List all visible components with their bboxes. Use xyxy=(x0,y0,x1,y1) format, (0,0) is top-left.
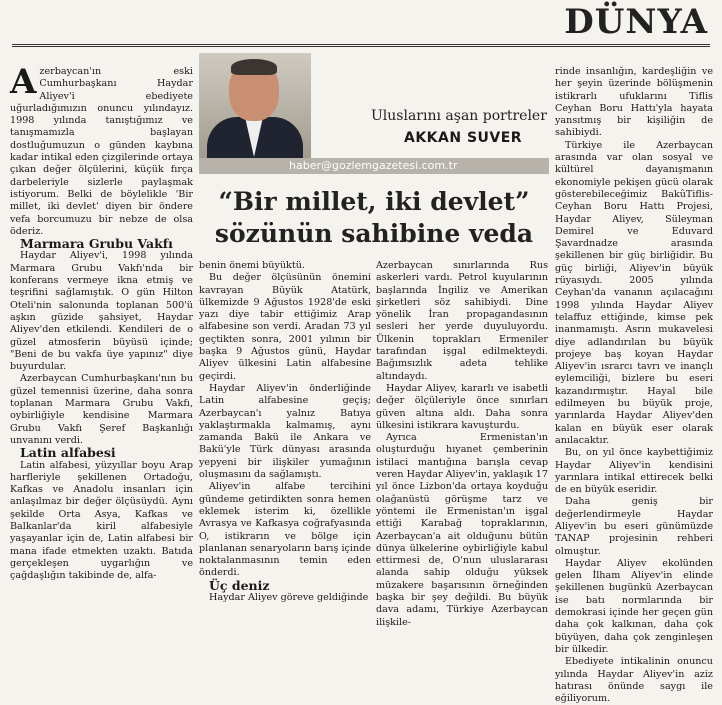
drop-cap: A xyxy=(10,62,37,102)
paragraph: Daha geniş bir değerlendirmeyle Haydar Aliyev'in bu eseri günümüzde TANAP projesinin rehberi olmuştur. xyxy=(555,496,713,557)
author-name: AKKAN SUVER xyxy=(404,130,523,146)
subheading: Latin alfabesi xyxy=(20,445,116,461)
headline-line-1: “Bir millet, iki devlet” xyxy=(218,187,530,216)
author-email: haber@gozlemgazetesi.com.tr xyxy=(289,159,458,172)
series-title: Uluslarını aşan portreler xyxy=(371,108,547,124)
paragraph: Haydar Aliyev'i, 1998 yılında Marmara Grubu Vakfı'nda bir konferans vermeye ikna etmiş ve teşrifini sağlamıştık. O gün Hilton Oteli'nin salonunda toplanan 500'ü aşkın güzide şahsiyet, Haydar Aliyev'den etkilendi. Kendileri de o güzel atmosferin büyüsü içinde; "Beni de bu vakfa üye yapınız" diye buyurdular. xyxy=(10,250,193,373)
paragraph: Haydar Aliyev göreve geldiğinde xyxy=(209,592,369,604)
paragraph: Azerbaycan Cumhurbaşkanı'nın bu güzel temennisi üzerine, daha sonra toplanan Marmara Grubu Vakfı, oybirliğiyle kendisine Marmara Grubu Vakfı Şeref Başkanlığı unvanını verdi. xyxy=(10,373,193,446)
paragraph: Türkiye ile Azerbaycan arasında var olan sosyal ve kültürel dayanışmanın ekonomiyle pekişen gücü olarak gösterebileceğimiz BakûTiflis-Ceyhan Boru Hattı Projesi, Haydar Aliyev, Süleyman Demirel ve Eduvard Şavardnadze arasında şekillenen bir güç birliğidir. Bu güç birliği, Aliyev'in büyük rüyasıydı. 2005 yılında Ceyhan'da vananın açılacağını 1998 yılında Haydar Aliyev telaffuz ettiğinde, kimse pek inanmamıştı. Asrın mukavelesi diye adlandırılan bu büyük projeye baş koyan Haydar Aliyev'in ısrarcı tavrı ve inançlı eylemciliği, bizlere bu eseri kazandırmıştır. Hayal bile edilmeyen bu büyük proje, yarınlarda Haydar Aliyev'den kalan en büyük eser olarak anılacaktır. xyxy=(555,139,713,446)
column-1 xyxy=(10,62,193,582)
headline-line-2: sözünün sahibine veda xyxy=(214,219,534,248)
paragraph: Bu, on yıl önce kaybettiğimiz Haydar Aliyev'in kendisini yarınlara intikal ettirecek belki de en büyük eseridir. xyxy=(555,447,713,496)
paragraph: Azerbaycan sınırlarında Rus askerleri vardı. Petrol kuyularının başlarında İngiliz ve Amerikan şirketleri söz sahibiydi. Dine yönelik İran propagandasının sesleri her yerde duyuluyordu. Ülkenin toprakları Ermeniler tarafından işgal edilmekteydi. Bağımsızlık adeta tehlike altındaydı. xyxy=(376,260,548,382)
paragraph: Haydar Aliyev, kararlı ve isabetli değer ölçüleriyle önce sınırları güven altına aldı. Daha sonra ülkesini istikrara kavuşturdu. xyxy=(376,382,548,431)
subheading: Üç deniz xyxy=(209,577,270,593)
paragraph: Bu değer ölçüsünün önemini kavrayan Büyük Atatürk, ülkemizde 9 Ağustos 1928'de eski yazı diye tabir ettiğimiz Arap alfabesine son verdi. Aradan 73 yıl geçtikten sonra, 2001 yılının bir başka 9 Ağustos günü, Haydar Aliyev ülkesini Latin alfabesine geçirdi. xyxy=(199,272,371,382)
paragraph: Haydar Aliyev ekolünden gelen İlham Aliyev'in elinde şekillenen bugünkü Azerbaycan ise batı normlarında bir demokrasi içinde her geçen gün daha çok kalkınan, daha çok büyüyen, daha çok zenginleşen bir ülkedir. xyxy=(555,557,713,655)
section-title: DÜNYA xyxy=(564,2,708,42)
paragraph: Ayrıca Ermenistan'ın oluşturduğu hıyanet çemberinin istilaci mantığına barışla cevap veren Haydar Aliyev'in, yaklaşık 17 yıl önce Lizbon'da ortaya koyduğu olağanüstü görüşme tarz ve yöntemi ile Ermenistan'ın işgal ettiği Karabağ topraklarının, Azerbaycan'a ait olduğunu bütün dünya ülkelerine oybirliğiyle kabul ettirmesi de, O'nun uluslararası alanda sahip olduğu yüksek müzakere başarısının örneğinden başka bir şey değildi. Bu büyük dava adamı, Türkiye Azerbaycan ilişkile- xyxy=(376,432,548,628)
author-photo xyxy=(199,53,311,158)
paragraph: Latin alfabesi, yüzyıllar boyu Arap harfleriyle şekillenen Ortadoğu, Kafkas ve Anadolu insanları için anlaşılmaz bir değer ölçüsüydü. Aynı şekilde Orta Asya, Kafkas ve Balkanlar'da kiril alfabesiyle yaşayanlar için de, Latin alfabesi bir mana ifade etmekten uzaktı. Batıda gerçekleşen uygarlığın ve çağdaşlığın takibinde de, alfa- xyxy=(10,459,193,582)
column-4 xyxy=(555,66,713,705)
paragraph: rinde insanlığın, kardeşliğin ve her şeyin üzerinde bölüşmenin istikrarlı ufuklarını Tiflis Ceyhan Boru Hattı'yla hayata yansıtmış bir kişiliğin de sahibiydi. xyxy=(555,66,713,139)
headline xyxy=(199,186,549,250)
subheading: Marmara Grubu Vakfı xyxy=(20,236,173,252)
paragraph: Azerbaycan'ın eski Cumhurbaşkanı Haydar Aliyev'i ebediyete uğurladığımızın onuncu yılındayız. 1998 yılında tanıştığımız ve tanışmamızla başlayan dostluğumuzun o günden kaybına kadar intikal eden çizgilerinde ortaya çıkan değer ölçülerini, küçük fırça darbeleriyle sizlerle paylaşmak istiyorum. Belki de böylelikle 'Bir millet, iki devlet' diyen bir öndere vefa borcumuzu bir nebze de olsa öderiz. xyxy=(10,62,193,237)
column-3 xyxy=(376,260,548,629)
paragraph: Haydar Aliyev'in önderliğinde Latin alfabesine geçiş; Azerbaycan'ı yalnız Batıya yaklaştırmakla kalmamış, aynı zamanda Bakü ile Ankara ve Bakü'yle Türk dünyası arasında yepyeni bir ilişkiler yumağının oluşmasını da sağlamıştı. xyxy=(199,382,371,481)
paragraph: Ebediyete intikalinin onuncu yılında Haydar Aliyev'in aziz hatırası önünde saygı ile eğiliyorum. xyxy=(555,656,713,705)
column-2 xyxy=(199,260,371,604)
paragraph: Aliyev'in alfabe tercihini gündeme getirdikten sonra hemen eklemek isterim ki, özellikle Avrasya ve Kafkasya coğrafyasında O, istikrarın ve bölge için planlanan senaryoların barış içinde noktalanmasının temin eden önderdi. xyxy=(199,481,371,579)
header-rule xyxy=(12,44,710,47)
paragraph: benin önemi büyüktü. xyxy=(199,260,305,271)
